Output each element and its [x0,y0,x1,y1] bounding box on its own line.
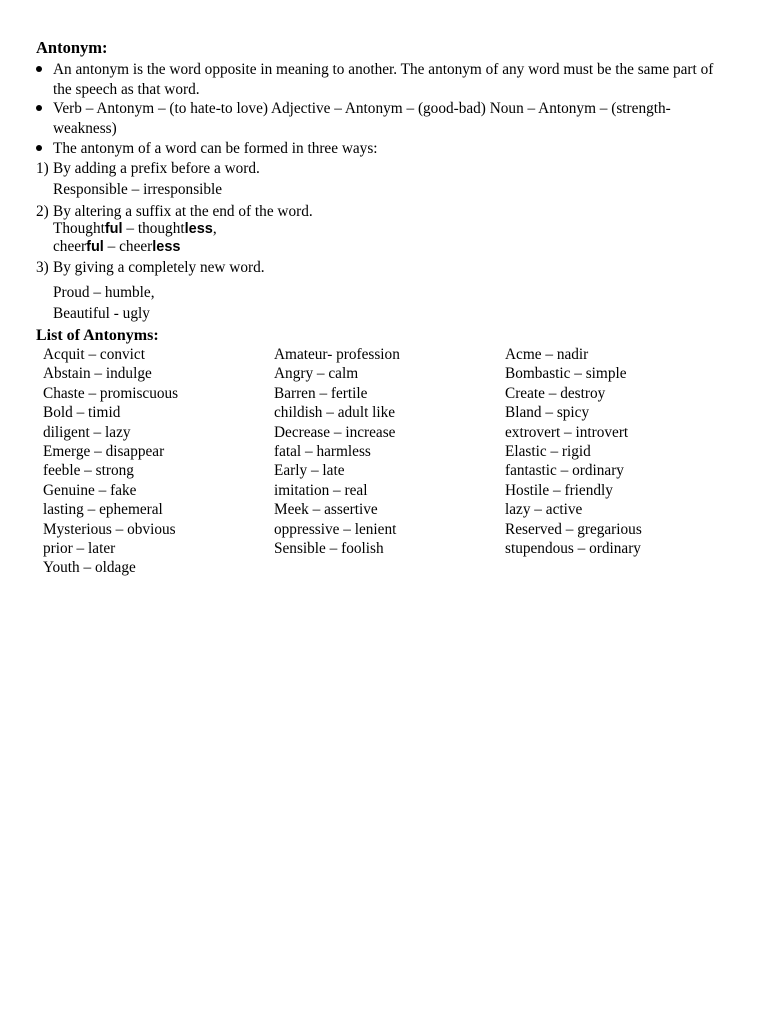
example-end: , [212,220,217,237]
method-text: By adding a prefix before a word. [53,160,260,177]
antonym-column [43,345,178,578]
antonym-pair: oppressive – lenient [274,520,397,538]
antonym-pair: Hostile – friendly [505,481,613,499]
bullet-text: The antonym of a word can be formed in three ways: [53,140,378,157]
antonym-column [274,345,400,558]
antonym-pair: stupendous – ordinary [505,539,641,557]
antonym-pair: Reserved – gregarious [505,520,642,538]
bullet-text: An antonym is the word opposite in meaning to another. The antonym of any word must be the same part of the speech as that word. [53,61,714,98]
antonym-pair: imitation – real [274,481,368,499]
antonym-pair: Chaste – promiscuous [43,384,179,402]
antonym-pair: childish – adult like [274,404,396,422]
bullet-text: Verb – Antonym – (to hate-to love) Adjective – Antonym – (good-bad) Noun – Antonym – (strength-weakness) [53,100,671,137]
antonym-pair: Mysterious – obvious [43,520,176,538]
example-suffix: ful [86,239,104,255]
antonym-pair: extrovert – introvert [505,423,629,441]
antonym-pair: Early – late [274,462,345,480]
bullet-dot-icon [36,145,42,151]
antonym-column [505,345,642,558]
antonym-pair: Bold – timid [43,404,121,422]
example-suffix: less [184,221,213,237]
bullet-dot-icon [36,66,42,72]
antonym-pair: Youth – oldage [43,559,136,577]
antonym-pair: Genuine – fake [43,481,137,499]
example-stem: Thought [53,220,105,237]
method-item [36,159,726,179]
bullet-item [36,99,726,138]
example-line: Beautiful - ugly [53,305,150,322]
antonym-pair: Emerge – disappear [43,442,165,460]
bullet-item [36,60,726,99]
example-line [53,237,181,258]
page-title: Antonym: [36,38,108,57]
list-heading: List of Antonyms: [36,327,159,344]
method-item [36,258,726,278]
antonym-pair: Amateur- profession [274,346,400,363]
example-suffix: ful [104,221,123,237]
antonym-pair: Barren – fertile [274,384,368,402]
antonym-pair: Elastic – rigid [505,442,591,460]
antonym-pair: Decrease – increase [274,423,396,441]
example-line: Responsible – irresponsible [53,181,223,198]
antonym-pair: Bland – spicy [505,404,590,422]
example-suffix: less [152,239,181,255]
antonym-pair: Abstain – indulge [43,365,152,383]
antonym-pair: Create – destroy [505,384,606,402]
antonym-pair: Acquit – convict [43,346,145,363]
example-line: Proud – humble, [53,284,155,301]
antonym-pair: Bombastic – simple [505,365,627,383]
method-marker: 2) [36,203,49,220]
method-text: By altering a suffix at the end of the word. [53,203,313,220]
antonym-pair: diligent – lazy [43,423,131,441]
antonym-pair: Meek – assertive [274,501,378,519]
antonym-pair: Sensible – foolish [274,539,384,557]
example-stem: cheer [53,238,87,255]
method-text: By giving a completely new word. [53,259,265,276]
method-marker: 1) [36,160,49,177]
method-marker: 3) [36,259,49,276]
antonym-pair: Angry – calm [274,365,359,383]
bullet-dot-icon [36,105,42,111]
antonym-pair: fatal – harmless [274,442,371,460]
antonym-pair: Acme – nadir [505,346,589,363]
antonym-pair: prior – later [43,539,116,557]
bullet-item [36,139,726,159]
antonym-pair: feeble – strong [43,462,134,480]
example-separator: – cheer [103,238,153,255]
antonym-pair: lazy – active [505,501,583,519]
antonym-pair: fantastic – ordinary [505,462,624,480]
example-separator: – thought [122,220,185,237]
antonym-pair: lasting – ephemeral [43,501,163,519]
